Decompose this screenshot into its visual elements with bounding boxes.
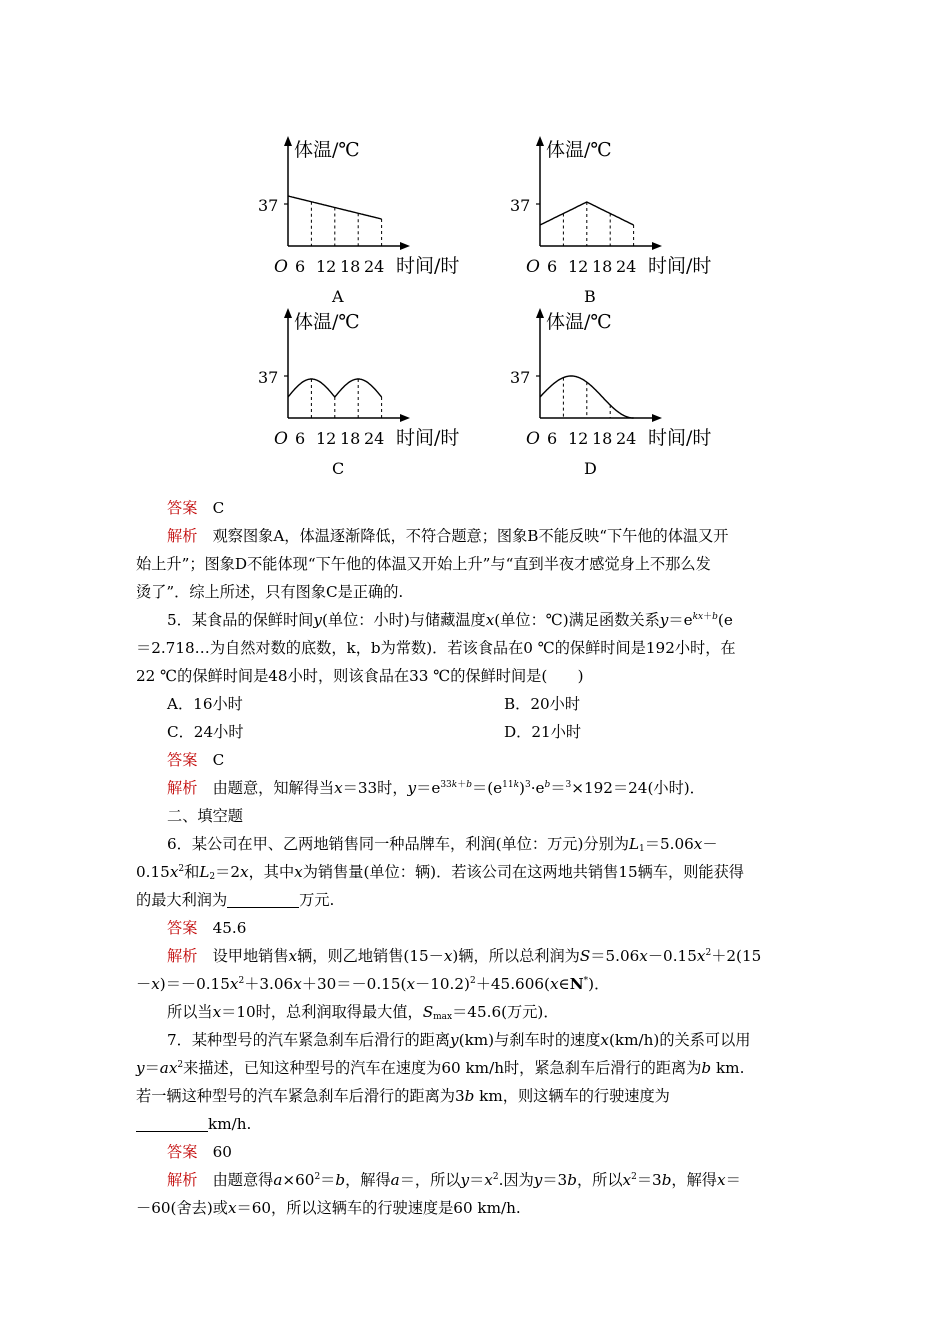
analysis-label: 解析 [167,779,198,797]
q7-analysis-text: ，解得 [345,1171,391,1189]
q6-analysis-text: 所以当 [167,1003,213,1021]
analysis-label: 解析 [167,527,198,545]
q5-analysis-text: ＝33时， [342,779,408,797]
y-tick-37: 37 [258,196,279,215]
panel-label: B [584,287,596,306]
q7-text: 来描述，已知这种型号的汽车在速度为60 km/h时，紧急刹车后滑行的距离为 [183,1059,702,1077]
q5-text: (单位：℃)满足函数关系 [494,611,660,629]
option-b: B．20小时 [504,695,581,713]
q6-analysis-text: ＝5.06 [590,947,640,965]
option-c: C．24小时 [167,723,244,741]
y-tick-37: 37 [510,368,531,387]
q5-text: 5．某食品的保鲜时间 [167,611,314,629]
panel-label: A [332,287,344,306]
q6-stem-line-1: 6．某公司在甲、乙两地销售同一种品牌车，利润(单位：万元)分别为$L_1=5.06x-$ [167,835,718,854]
x-axis-arrow-icon [652,414,662,422]
q7-text: (km/h)的关系可以用 [609,1031,751,1049]
q7-analysis-text: ＝，所以 [399,1171,461,1189]
option-d: D．21小时 [504,723,582,741]
q7-analysis-line-1: 解析 由题意得$a\times 60^2=b$，解得a＝，所以$y=x^2$.因为y＝3b，所以$x^2=3b$，解得x＝ [167,1171,741,1189]
q5-analysis-text: ×192＝24(小时)． [571,779,705,797]
q7-stem-line-3: 若一辆这种型号的汽车紧急刹车后滑行的距离为3b km，则这辆车的行驶速度为 [136,1087,670,1105]
q6-analysis-line-2: $-x)=-0.15x^2+3.06x+30=-0.15(x-10.2)^2+45.606(x\in N^*)$． [136,975,610,993]
text-body [136,494,816,1222]
x-axis-label: 时间/时 [396,255,460,277]
q6-answer-line [136,914,816,942]
q6-stem-line-2: $0.15x^2$和$L_2=2x$，其中x为销售量(单位：辆)．若该公司在这两地共销售15辆车，则能获得 [136,863,744,882]
q6-analysis-text: ＋3.06 [244,975,294,993]
q4-analysis-line-1 [136,522,816,550]
x-tick-label: 12 [316,257,337,276]
x-tick-label: 6 [547,257,558,276]
y-tick-37: 37 [510,196,531,215]
section-heading-fill-in: 二、填空题 [167,807,243,825]
option-a: A．16小时 [167,695,243,713]
q7-analysis-text: ＝60，所以这辆车的行驶速度是60 km/h. [236,1199,521,1217]
y-axis-arrow-icon [536,136,544,146]
graph-B [510,136,711,306]
q7-analysis-text: 由题意得 [212,1171,274,1189]
q7-stem-line-2: $y=ax^2$来描述，已知这种型号的汽车在速度为60 km/h时，紧急刹车后滑行的距离为b km. [136,1059,745,1077]
origin-label: O [526,429,540,449]
x-tick-label: 6 [295,429,306,448]
y-axis-arrow-icon [284,136,292,146]
q5-stem-line-3: 22 ℃的保鲜时间是48小时，则该食品在33 ℃的保鲜时间是( ) [136,667,584,685]
analysis-label: 解析 [167,947,198,965]
q4-analysis-text-1: 观察图象A，体温逐渐降低，不符合题意；图象B不能反映“下午他的体温又开 [212,527,729,545]
y-axis-label: 体温/℃ [546,139,612,161]
q6-text: ＝5.06 [644,835,694,853]
q4-analysis-line-3: 烫了”．综上所述，只有图象C是正确的. [136,583,404,601]
q6-text: 6．某公司在甲、乙两地销售同一种品牌车，利润(单位：万元)分别为 [167,835,629,853]
q6-answer: 45.6 [212,919,247,937]
q7-analysis-text: ，解得 [671,1171,717,1189]
x-axis-label: 时间/时 [648,427,712,449]
temperature-graphs-figure [254,126,734,490]
panel-label: C [332,459,345,478]
q6-analysis-text: 辆，则乙地销售(15－ [297,947,444,965]
q5-analysis-text: ＝ [550,779,566,797]
q7-text: (km)与刹车时的速度 [458,1031,601,1049]
q6-text: 0.15 [136,863,170,881]
x-axis-label: 时间/时 [648,255,712,277]
x-tick-label: 12 [568,257,589,276]
y-axis-label: 体温/℃ [294,311,360,333]
answer-blank [136,1130,208,1132]
q4-answer-line [136,494,816,522]
answer-label: 答案 [167,1143,198,1161]
q6-analysis-text: ＋45.606( [475,975,550,993]
q6-text: 为销售量(单位：辆)．若该公司在这两地共销售15辆车，则能获得 [302,863,744,881]
q6-text: ＝2 [215,863,241,881]
graph-A [258,136,459,306]
graph-C [258,308,459,478]
origin-label: O [274,429,288,449]
x-tick-label: 24 [364,257,385,276]
q6-analysis-text: ＋30＝－0.15( [301,975,407,993]
q5-text: (e [717,611,733,629]
q6-analysis-text: －10.2) [415,975,470,993]
analysis-label: 解析 [167,1171,198,1189]
q5-analysis-line: 解析 由题意，知解得当x＝33时，$y=e^{33k+b}=(e^{11k})^3\cdot e^b=^3\times 192=24$(小时)． [167,779,705,797]
y-axis-arrow-icon [284,308,292,318]
q4-analysis-line-2: 始上升”；图象D不能体现“下午他的体温又开始上升”与“直到半夜才感觉身上不那么发 [136,555,711,573]
q6-analysis-text: －0.15 [647,947,697,965]
q7-analysis-text: ，所以 [576,1171,623,1189]
x-axis-arrow-icon [652,242,662,250]
x-tick-label: 18 [340,257,361,276]
q6-analysis-line-1: 解析 设甲地销售x辆，则乙地销售(15－x)辆，所以总利润为$S=5.06x-0.15x^2+2(15$ [167,947,762,965]
q6-text: 万元. [299,891,335,909]
q6-text: ，其中 [248,863,295,881]
answer-label: 答案 [167,751,198,769]
x-tick-label: 6 [547,429,558,448]
graph-D [510,308,711,478]
origin-label: O [526,257,540,277]
q7-analysis-text: .因为 [498,1171,534,1189]
q6-analysis-text: ＋2(15 [711,947,762,965]
y-tick-37: 37 [258,368,279,387]
x-tick-label: 6 [295,257,306,276]
q6-analysis-text: )＝－0.15 [159,975,230,993]
q7-text: km. [715,1059,745,1077]
q5-options-row-1 [136,690,816,718]
y-axis-label: 体温/℃ [546,311,612,333]
q7-answer: 60 [212,1143,232,1161]
q6-text: 的最大利润为 [136,891,228,909]
q6-analysis-text: ＝10时，总利润取得最大值， [221,1003,423,1021]
q6-analysis-text: － [136,975,152,993]
q6-text: 和 [184,863,200,881]
graphs-svg [254,126,734,490]
q7-analysis-text: ＝ [725,1171,741,1189]
q7-text: 若一辆这种型号的汽车紧急刹车后滑行的距离为3 [136,1087,465,1105]
q7-stem-line-4 [136,1110,816,1138]
q7-analysis-text: ＝3 [542,1171,568,1189]
q7-analysis-text: －60(舍去)或 [136,1199,228,1217]
q6-stem-line-3 [136,886,816,914]
q7-analysis-text: ＝3 [636,1171,662,1189]
q7-stem-line-1: 7．某种型号的汽车紧急刹车后滑行的距离y(km)与刹车时的速度x(km/h)的关系可以用 [167,1031,751,1049]
q5-answer-line [136,746,816,774]
x-tick-label: 24 [616,429,637,448]
q6-analysis-text: ＝45.6(万元)． [452,1003,559,1021]
q6-analysis-text: )辆，所以总利润为 [452,947,580,965]
q6-analysis-text: ∈ [558,975,570,993]
y-axis-arrow-icon [536,308,544,318]
x-tick-label: 18 [592,257,613,276]
x-axis-arrow-icon [400,414,410,422]
panel-label: D [584,459,597,478]
x-tick-label: 18 [340,429,361,448]
answer-label: 答案 [167,499,198,517]
q7-analysis-text: ×60 [282,1171,315,1189]
x-tick-label: 12 [316,429,337,448]
q5-answer: C [212,751,225,769]
q7-analysis-text: ＝ [320,1171,336,1189]
q6-analysis-text: 设甲地销售 [212,947,289,965]
q5-options-row-2 [136,718,816,746]
q5-stem-line-1: 5．某食品的保鲜时间y(单位：小时)与储藏温度x(单位：℃)满足函数关系$y=e^{kx+b}(e$ [167,611,733,629]
q6-analysis-line-3: 所以当x＝10时，总利润取得最大值，$S_{max}=45.6$(万元)． [167,1003,559,1022]
q7-text: km/h. [208,1115,252,1133]
q5-analysis-text: 由题意，知解得当 [212,779,335,797]
x-axis-label: 时间/时 [396,427,460,449]
x-tick-label: 12 [568,429,589,448]
q7-analysis-line-2: －60(舍去)或x＝60，所以这辆车的行驶速度是60 km/h. [136,1199,521,1217]
x-tick-label: 24 [616,257,637,276]
answer-label: 答案 [167,919,198,937]
q4-answer: C [212,499,225,517]
y-axis-label: 体温/℃ [294,139,360,161]
q7-answer-line [136,1138,816,1166]
q5-stem-line-2: ＝2.718…为自然对数的底数，k，b为常数)．若该食品在0 ℃的保鲜时间是192小时，在 [136,639,736,657]
q7-text: km，则这辆车的行驶速度为 [479,1087,670,1105]
x-axis-arrow-icon [400,242,410,250]
q7-analysis-text: ＝ [469,1171,485,1189]
x-tick-label: 18 [592,429,613,448]
x-tick-label: 24 [364,429,385,448]
temperature-curve [288,379,382,397]
answer-blank [227,906,299,908]
origin-label: O [274,257,288,277]
q5-text: (单位：小时)与储藏温度 [321,611,486,629]
q7-text: 7．某种型号的汽车紧急刹车后滑行的距离 [167,1031,451,1049]
